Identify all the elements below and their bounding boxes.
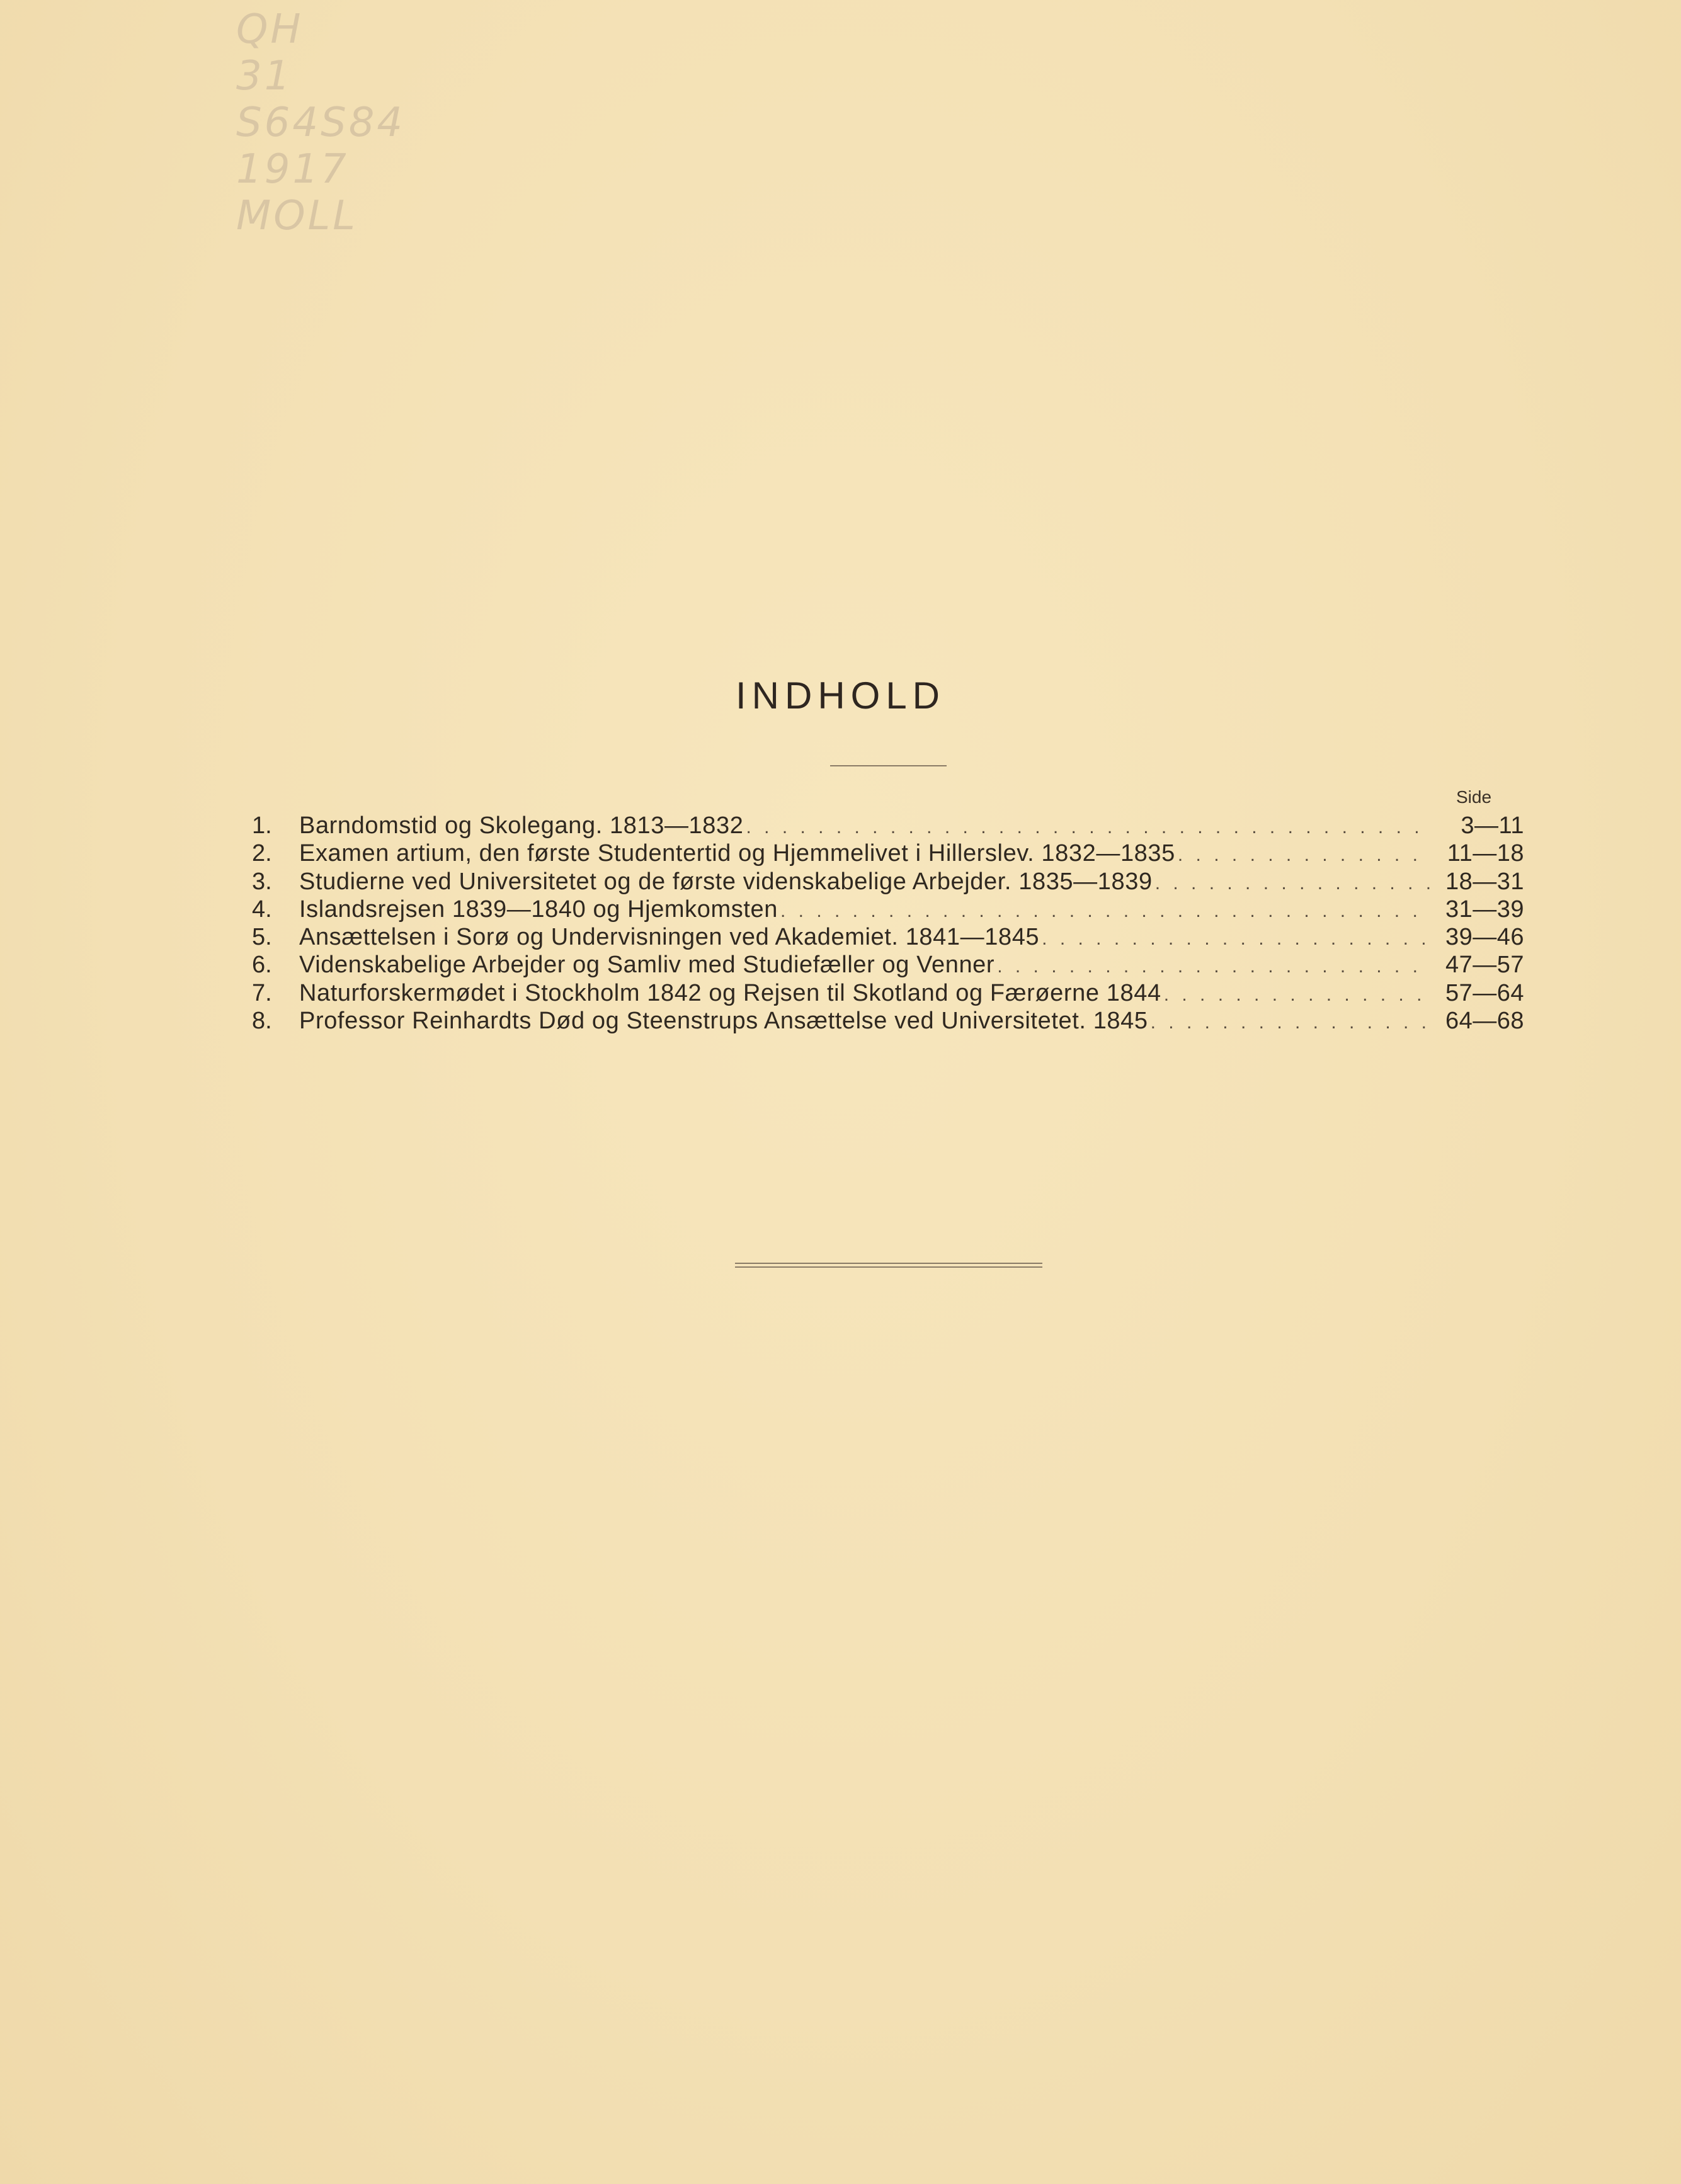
toc-entry-number: 5. xyxy=(252,924,272,951)
toc-entry-pages: 18—31 xyxy=(1445,868,1524,895)
toc-entry xyxy=(252,896,1524,924)
pencil-catalog-notes xyxy=(236,6,406,239)
toc-entry-title: Videnskabelige Arbejder og Samliv med Studiefæller og Venner xyxy=(299,952,995,979)
toc-leader-dots xyxy=(997,956,1432,977)
toc-entry xyxy=(252,924,1524,952)
toc-entry-title: Professor Reinhardts Død og Steenstrups Ansættelse ved Universitetet. 1845 xyxy=(299,1008,1148,1035)
toc-entry-title: Naturforskermødet i Stockholm 1842 og Rejsen til Skotland og Færøerne 1844 xyxy=(299,979,1161,1006)
pencil-note: S64S84 xyxy=(236,100,406,146)
page-title: INDHOLD xyxy=(735,674,946,717)
toc-leader-dots xyxy=(1164,984,1432,1006)
toc-entry-number: 8. xyxy=(252,1008,272,1035)
toc-entry-title: Ansættelsen i Sorø og Undervisningen ved Akademiet. 1841—1845 xyxy=(299,924,1040,951)
toc-entry-pages: 47—57 xyxy=(1445,952,1524,979)
table-of-contents xyxy=(252,812,1524,1035)
toc-entry-number: 3. xyxy=(252,868,272,895)
pencil-note: QH xyxy=(236,6,304,53)
toc-entry-pages: 64—68 xyxy=(1445,1008,1524,1035)
toc-leader-dots xyxy=(1178,845,1432,866)
toc-entry-pages: 11—18 xyxy=(1447,840,1524,867)
toc-entry-number: 2. xyxy=(252,840,272,867)
toc-entry xyxy=(252,868,1524,896)
pencil-note: MOLL xyxy=(236,193,358,239)
toc-leader-dots xyxy=(1151,1012,1432,1033)
toc-leader-dots xyxy=(1042,928,1432,950)
toc-entry-title: Studierne ved Universitetet og de første videnskabelige Arbejder. 1835—1839 xyxy=(299,868,1153,895)
toc-entry xyxy=(252,952,1524,979)
toc-entry xyxy=(252,1008,1524,1035)
toc-entry-pages: 3—11 xyxy=(1461,812,1524,839)
toc-entry xyxy=(252,840,1524,868)
toc-entry-title: Barndomstid og Skolegang. 1813—1832 xyxy=(299,812,744,839)
toc-entry xyxy=(252,980,1524,1008)
toc-entry xyxy=(252,812,1524,840)
toc-leader-dots xyxy=(1155,873,1432,894)
pencil-note: 31 xyxy=(236,53,293,100)
pencil-note: 1917 xyxy=(236,146,349,193)
toc-entry-number: 7. xyxy=(252,979,272,1006)
toc-entry-number: 6. xyxy=(252,952,272,979)
toc-leader-dots xyxy=(780,901,1432,922)
toc-entry-number: 1. xyxy=(252,812,272,839)
toc-leader-dots xyxy=(746,817,1432,838)
toc-entry-pages: 31—39 xyxy=(1445,896,1524,923)
side-column-label: Side xyxy=(1456,787,1492,807)
toc-entry-pages: 39—46 xyxy=(1445,924,1524,951)
closing-double-rule xyxy=(735,1263,1042,1268)
toc-entry-number: 4. xyxy=(252,896,272,923)
toc-entry-pages: 57—64 xyxy=(1445,979,1524,1006)
toc-entry-title: Islandsrejsen 1839—1840 og Hjemkomsten xyxy=(299,896,778,923)
toc-entry-title: Examen artium, den første Studentertid og Hjemmelivet i Hillerslev. 1832—1835 xyxy=(299,840,1175,867)
title-divider xyxy=(830,765,947,766)
